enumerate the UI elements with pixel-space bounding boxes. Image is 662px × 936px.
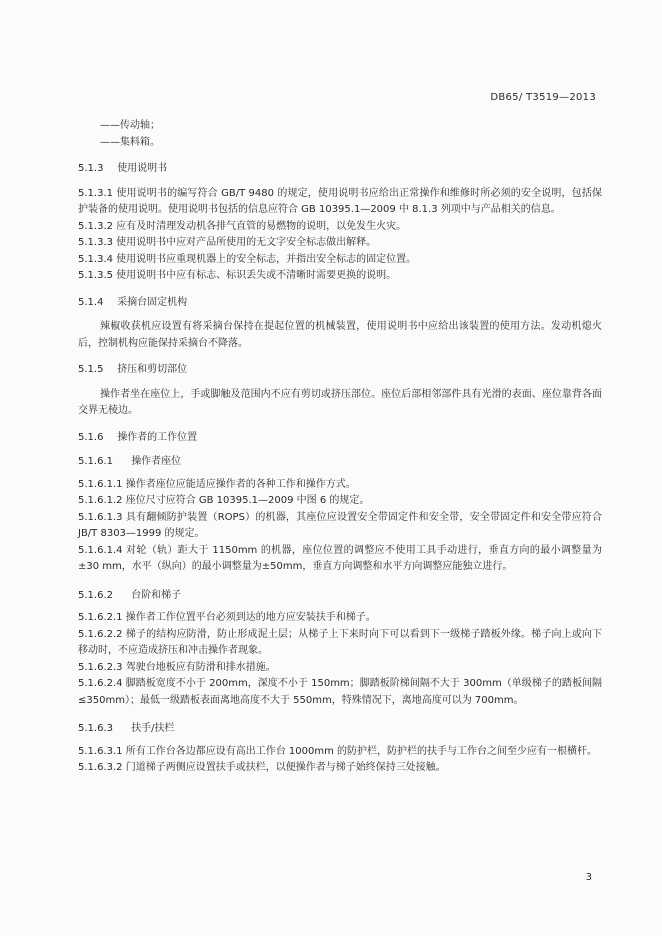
clause-5-1-6-2-4: 5.1.6.2.4 脚踏板宽度不小于 200mm，深度不小于 150mm；脚踏板阶梯间隔不大于 300mm（单级梯子的踏板间隔≤350mm）；最低一级踏板表面离地高度不大于 550mm，特殊情况下，离地高度可以为 700mm。: [78, 678, 602, 706]
clause-5-1-6-1-1: 5.1.6.1.1 操作者座位应能适应操作者的各种工作和操作方式。: [78, 478, 356, 490]
document-code: DB65/ T3519—2013: [490, 92, 596, 103]
clause-5-1-6-2-3: 5.1.6.2.3 驾驶台地板应有防滑和排水措施。: [78, 661, 276, 673]
clause-5-1-3-1: 5.1.3.1 使用说明书的编写符合 GB/T 9480 的规定，使用说明书应给出正常操作和维修时所必须的安全说明，包括保护装备的使用说明。使用说明书包括的信息应符合 GB 10395.1—2009 中 8.1.3 列项中与产品相关的信息。: [78, 187, 602, 215]
section-heading-5-1-4: [78, 295, 602, 312]
clause-5-1-3-3: 5.1.3.3 使用说明书中应对产品所使用的无文字安全标志做出解释。: [78, 237, 377, 248]
clause-5-1-6-2-1: 5.1.6.2.1 操作者工作位置平台必须到达的地方应安装扶手和梯子。: [78, 612, 376, 623]
section-number: 5.1.6.1: [78, 456, 113, 467]
clause-5-1-3-4: 5.1.3.4 使用说明书应重现机器上的安全标志，并指出安全标志的固定位置。: [78, 253, 417, 265]
section-number: 5.1.6.3: [78, 723, 113, 734]
section-heading-5-1-5: [78, 362, 602, 379]
section-heading-5-1-6: [78, 430, 602, 447]
clause-5-1-3-2: 5.1.3.2 应有及时清理发动机各排气直管的易燃物的说明，以免发生火灾。: [78, 220, 407, 232]
clause-5-1-6-1-4: 5.1.6.1.4 对轮（轨）距大于 1150mm 的机器，座位位置的调整应不使用工具手动进行，垂直方向的最小调整量为±30 mm，水平（纵向）的最小调整量为±50mm，垂直方向调整和水平方向调整应能独立进行。: [78, 544, 602, 572]
section-number: 5.1.4: [78, 296, 104, 308]
clause-5-1-6-3-1: 5.1.6.3.1 所有工作台各边都应设有高出工作台 1000mm 的防护栏，防护栏的扶手与工作台之间至少应有一根横杆。: [78, 745, 597, 757]
section-heading-5-1-6-3: [78, 721, 602, 738]
section-title: 采摘台固定机构: [117, 296, 188, 308]
section-title: 操作者的工作位置: [117, 431, 198, 443]
page-number: 3: [585, 872, 592, 883]
clause-5-1-6-3-2: 5.1.6.3.2 门道梯子两侧应设置扶手或扶栏，以便操作者与梯子始终保持三处接触。: [78, 762, 446, 773]
list-item-drive-shaft: ——传动轴；: [100, 120, 160, 131]
paragraph-5-1-4: 辣椒收获机应设置有将采摘台保持在提起位置的机械装置，使用说明书中应给出该装置的使用方法。发动机熄火后，控制机构应能保持采摘台不降落。: [78, 321, 602, 349]
section-title: 操作者座位: [131, 456, 182, 467]
section-heading-5-1-3: [78, 161, 602, 178]
section-number: 5.1.3: [78, 163, 104, 174]
clause-5-1-6-2-2: 5.1.6.2.2 梯子的结构应防滑，防止形成泥土层；从梯子上下来时向下可以看到下一级梯子踏板外缘。梯子向上或向下移动时，不应造成挤压和冲击操作者现象。: [78, 628, 602, 656]
list-item-collection-box: ——集料箱。: [100, 136, 160, 148]
section-number: 5.1.6.2: [78, 589, 113, 601]
section-title: 挤压和剪切部位: [117, 364, 188, 375]
section-number: 5.1.5: [78, 364, 104, 375]
section-number: 5.1.6: [78, 431, 104, 443]
document-body: [78, 118, 602, 777]
clause-5-1-6-1-2: 5.1.6.1.2 座位尺寸应符合 GB 10395.1—2009 中图 6 的规定。: [78, 495, 370, 506]
clause-5-1-6-1-3: 5.1.6.1.3 具有翻倾防护装置（ROPS）的机器，其座位应设置安全带固定件和安全带，安全带固定件和安全带应符合 JB/T 8303—1999 的规定。: [78, 511, 602, 539]
clause-5-1-3-5: 5.1.3.5 使用说明书中应有标志、标识丢失或不清晰时需要更换的说明。: [78, 270, 397, 281]
section-title: 使用说明书: [117, 163, 168, 174]
section-title: 台阶和梯子: [131, 589, 182, 601]
section-heading-5-1-6-1: [78, 454, 602, 471]
section-heading-5-1-6-2: [78, 588, 602, 605]
section-title: 扶手/扶栏: [131, 723, 175, 734]
paragraph-5-1-5: 操作者坐在座位上，手或脚触及范围内不应有剪切或挤压部位。座位后部相邻部件具有光滑的表面、座位靠背各面交界无棱边。: [78, 388, 602, 416]
